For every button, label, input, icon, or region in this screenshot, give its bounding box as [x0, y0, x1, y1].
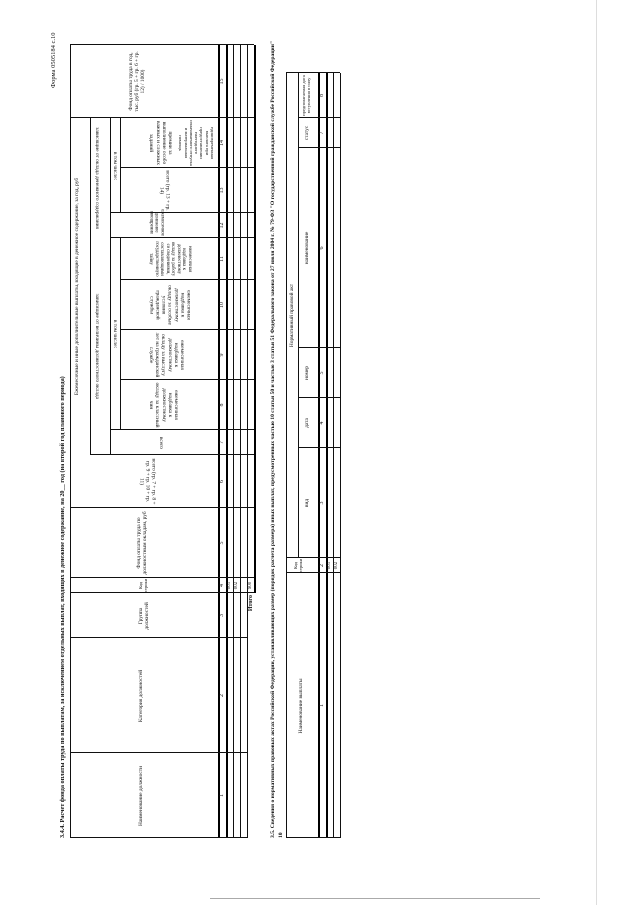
- line-code: 002: [234, 581, 239, 590]
- line-code-35: 001: [327, 561, 332, 570]
- table-344-row-002: [240, 45, 241, 838]
- col-secrecy: ежемесячная надбавка к должностному окладу за работу со сведениями, составляющими государственную тайну: [148, 241, 193, 277]
- col-number: 7: [319, 131, 325, 135]
- col-number: 5: [319, 371, 325, 375]
- group-header-extra-payments: Ежемесячные и иные дополнительные выплаты, входящие в денежное содержание, за год, руб: [74, 177, 80, 396]
- col-extra-total: всего (гр. 7 + гр. 8 + гр. 9 + гр. 10 + гр. 11): [138, 458, 157, 505]
- grid-v: [286, 72, 340, 73]
- grid-h: [120, 238, 121, 430]
- col-line-code-35: Код строки: [293, 558, 304, 572]
- line-code: 001: [227, 581, 232, 590]
- col-number: 8: [319, 94, 325, 97]
- col-number: 3: [219, 614, 225, 617]
- col-act-date: дата: [304, 418, 310, 428]
- grid-v: [110, 237, 254, 238]
- section-35-footnote: 10: [278, 832, 284, 838]
- col-line-code: Код строки: [138, 578, 149, 592]
- col-fund-total: Фонд оплаты труда в год, тыс. руб (гр. 5 + гр. 6 + гр. 12) / 1000): [128, 51, 147, 112]
- grid-v: [70, 44, 254, 45]
- section-35-title: 3.5. Сведения о нормативных правовых актах Российской Федерации, устанавливающих размер (порядок расчета размера) иных выплат, предусмотренных частью 10 статьи 50 и частью 3 статьи 51 Федерального закона от 27 июля 2004 г. № 79-ФЗ "О государственной гражданской службе Российской Федерации": [270, 40, 276, 838]
- label-including-2: в том числе:: [112, 151, 119, 180]
- grid-v: [70, 117, 254, 118]
- col-payment-name: Наименование выплаты: [298, 678, 304, 734]
- col-in-total: всего: [158, 436, 165, 449]
- grid-v: [90, 454, 254, 455]
- grid-v: [120, 279, 254, 280]
- grid-h: [90, 118, 91, 455]
- col-number: 8: [219, 403, 225, 407]
- col-number: 10: [219, 302, 225, 308]
- grid-h: [120, 118, 121, 213]
- table-344-top-border: [70, 45, 71, 838]
- grid-v: [110, 212, 254, 213]
- grid-v: [286, 837, 340, 838]
- grid-v: [120, 379, 254, 380]
- rotated-form-sheet: [48, 28, 608, 848]
- col-number: 7: [219, 441, 225, 444]
- group-legal-act: Нормативный правовой акт: [289, 283, 295, 348]
- col-valid-date: предполагаемая дата вступления в силу: [301, 75, 312, 116]
- table-344-row-end: [247, 45, 248, 838]
- grid-h: [340, 73, 341, 838]
- col-special-conditions: ежемесячная надбавка к должностному окладу за особые условия гражданской службы: [148, 285, 192, 325]
- page-edge-bottom: [210, 898, 540, 899]
- grid-v: [120, 329, 254, 330]
- table-344-numbers-bottom: [226, 45, 228, 838]
- col-number: 6: [219, 480, 225, 483]
- col-number: 6: [319, 246, 325, 250]
- col-oklad-total: всего (гр. 13 + гр. 14): [158, 170, 171, 211]
- col-number: 1: [219, 794, 225, 797]
- table-344-total-row: [254, 45, 256, 593]
- grid-h: [286, 73, 287, 838]
- col-number: 3: [319, 501, 325, 505]
- form-number: Форма 0505184 с.10: [50, 32, 57, 88]
- col-act-type: вид: [304, 498, 310, 508]
- col-group: Группа должностей: [138, 602, 151, 630]
- col-number: 15: [219, 78, 225, 85]
- col-number: 2: [319, 564, 325, 567]
- col-number: 4: [219, 584, 225, 587]
- col-fund-salary: Фонд оплаты труда по должностным окладам, руб: [136, 511, 149, 575]
- col-long-service: ежемесячная надбавка к должностному окладу за выслугу лет на гражданской службе: [148, 332, 186, 378]
- col-act-number: номер: [304, 366, 310, 380]
- subgroup-official-salary: зависящие от величины должностного оклада: [94, 293, 101, 400]
- col-number: 9: [219, 353, 225, 357]
- grid-h: [333, 73, 334, 838]
- col-number: 13: [219, 187, 225, 194]
- table-344-row-001: [233, 45, 234, 838]
- col-material-aid: единовременная выплата при предоставлении ежегодного оплачиваемого отпуска и материальная помощь: [178, 120, 215, 166]
- subgroup-allowance: зависящие от оклада денежного содержания: [94, 127, 101, 229]
- total-code: 900: [248, 581, 253, 590]
- grid-v: [70, 507, 254, 508]
- col-number: 14: [219, 140, 225, 146]
- col-number: 4: [319, 421, 325, 425]
- col-premium: премии за выполнение особо важных и сложных заданий: [148, 121, 173, 165]
- grid-h: [110, 118, 111, 455]
- col-act-status: статус: [304, 125, 310, 141]
- grid-h: [326, 73, 328, 838]
- col-number: 1: [319, 704, 325, 707]
- col-act-name: наименование: [304, 231, 310, 265]
- label-including-1: в том числе:: [112, 319, 119, 349]
- grid-v: [120, 167, 254, 168]
- grid-v: [110, 429, 254, 430]
- col-number: 5: [219, 541, 225, 545]
- grid-h: [298, 73, 299, 558]
- col-position-name: Наименование должности: [138, 765, 144, 827]
- section-344-title: 3.4.4. Расчет фонда оплаты труда по выплатам, за исключением отдельных выплат, входящих в денежное содержание, на 20__ год (на второй год планового периода): [59, 376, 66, 838]
- col-category: Категория должностей: [138, 669, 144, 723]
- total-label: Итого: [248, 595, 254, 612]
- col-number: 12: [219, 222, 225, 229]
- col-monthly-bonus: ежемесячное денежное поощрение: [148, 209, 165, 236]
- col-number: 11: [219, 256, 225, 262]
- line-code-35: 002: [334, 561, 339, 570]
- col-number: 2: [219, 694, 225, 697]
- col-class-rank: ежемесячная надбавка к должностному окладу за классный чин: [148, 382, 180, 428]
